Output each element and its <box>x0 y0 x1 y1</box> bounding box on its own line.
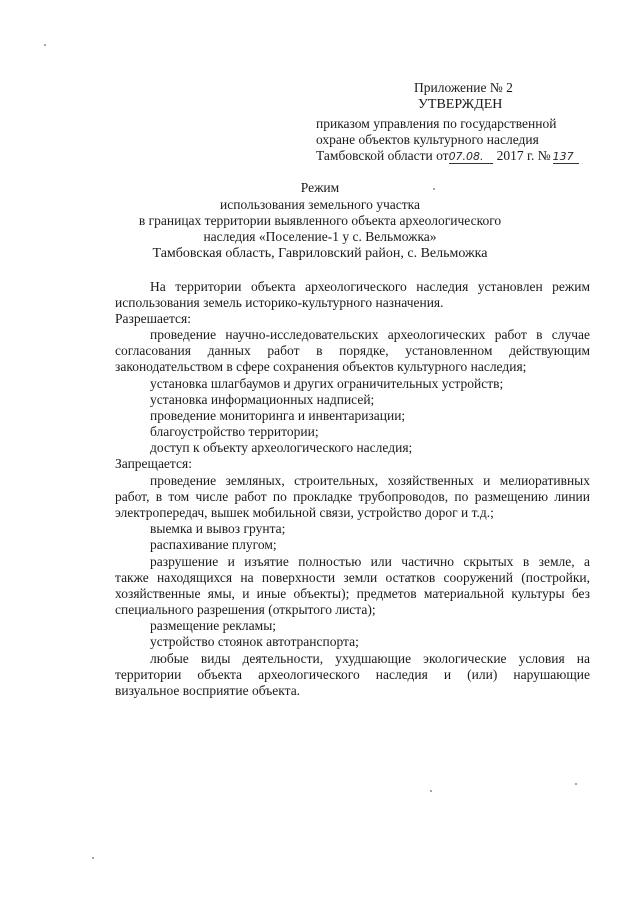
prohibited-item-1-line-2: работ, в том числе работ по прокладке трубопроводов, по размещению линии <box>115 489 590 504</box>
prohibited-item-4-line-4: специального разрешения (открытого листа); <box>115 602 376 617</box>
scan-speck <box>430 790 432 792</box>
prohibited-item-7-line-1: любые виды деятельности, ухудшающие экологические условия на <box>150 651 590 666</box>
scan-speck <box>92 857 94 859</box>
prohibited-item-4-line-2: также находящихся на поверхности земли остатков сооружений (постройки, <box>115 570 590 585</box>
prohibited-item-1-line-3: электропередач, вышек мобильной связи, устройство дорог и т.д.; <box>115 505 494 520</box>
allowed-item-2: установка шлагбаумов и других ограничительных устройств; <box>150 376 504 391</box>
header-year: 2017 г. № <box>496 148 551 163</box>
allowed-item-1-line-1: проведение научно-исследовательских археологических работ в случае <box>150 327 590 342</box>
appendix-label: Приложение № 2 <box>414 80 513 95</box>
allowed-item-3: установка информационных надписей; <box>150 392 375 407</box>
prohibited-heading: Запрещается: <box>115 456 192 471</box>
title-line-1: использования земельного участка <box>220 197 420 212</box>
scan-speck <box>44 44 46 46</box>
prohibited-item-7-line-3: визуальное восприятие объекта. <box>115 683 301 698</box>
title-line-2: в границах территории выявленного объекта археологического <box>138 213 502 228</box>
scan-speck <box>575 783 577 785</box>
prohibited-item-4-line-3: хозяйственные ямы, и иные объекты); предметов материальной культуры без <box>115 586 590 601</box>
allowed-item-1-line-2: согласования данных работ в порядке, установленном действующим <box>115 343 590 358</box>
title-line-4: Тамбовская область, Гавриловский район, с. Вельможка <box>152 246 488 261</box>
title-line-3: наследия «Поселение-1 у с. Вельможка» <box>203 229 437 244</box>
handwritten-number: 137 <box>553 151 579 164</box>
approved-label: УТВЕРЖДЕН <box>418 97 503 112</box>
allowed-item-6: доступ к объекту археологического наследия; <box>150 440 413 455</box>
prohibited-item-4-line-1: разрушение и изъятие полностью или частично скрытых в земле, а <box>150 554 590 569</box>
title-word: Режим <box>300 180 340 195</box>
header-date-prefix: Тамбовской области от <box>316 148 449 163</box>
intro-line-2: использования земель историко-культурного назначения. <box>115 295 444 310</box>
allowed-item-5: благоустройство территории; <box>150 424 319 439</box>
prohibited-item-3: распахивание плугом; <box>150 537 277 552</box>
allowed-item-1-line-3: законодательством в сфере сохранения объектов культурного наследия; <box>115 359 527 374</box>
prohibited-item-2: выемка и вывоз грунта; <box>150 521 286 536</box>
header-order-line-3 <box>316 148 579 164</box>
prohibited-item-6: устройство стоянок автотранспорта; <box>150 634 359 649</box>
intro-line-1: На территории объекта археологического наследия установлен режим <box>150 279 590 294</box>
prohibited-item-7-line-2: территории объекта археологического наследия и (или) нарушающие <box>115 667 590 682</box>
header-order-line-2: охране объектов культурного наследия <box>316 132 539 147</box>
scan-speck <box>433 188 435 190</box>
allowed-item-4: проведение мониторинга и инвентаризации; <box>150 408 406 423</box>
prohibited-item-1-line-1: проведение земляных, строительных, хозяйственных и мелиоративных <box>150 473 590 488</box>
prohibited-item-5: размещение рекламы; <box>150 618 277 633</box>
header-order-line-1: приказом управления по государственной <box>316 116 557 131</box>
handwritten-date: 07.08. <box>449 151 493 164</box>
allowed-heading: Разрешается: <box>115 311 191 326</box>
